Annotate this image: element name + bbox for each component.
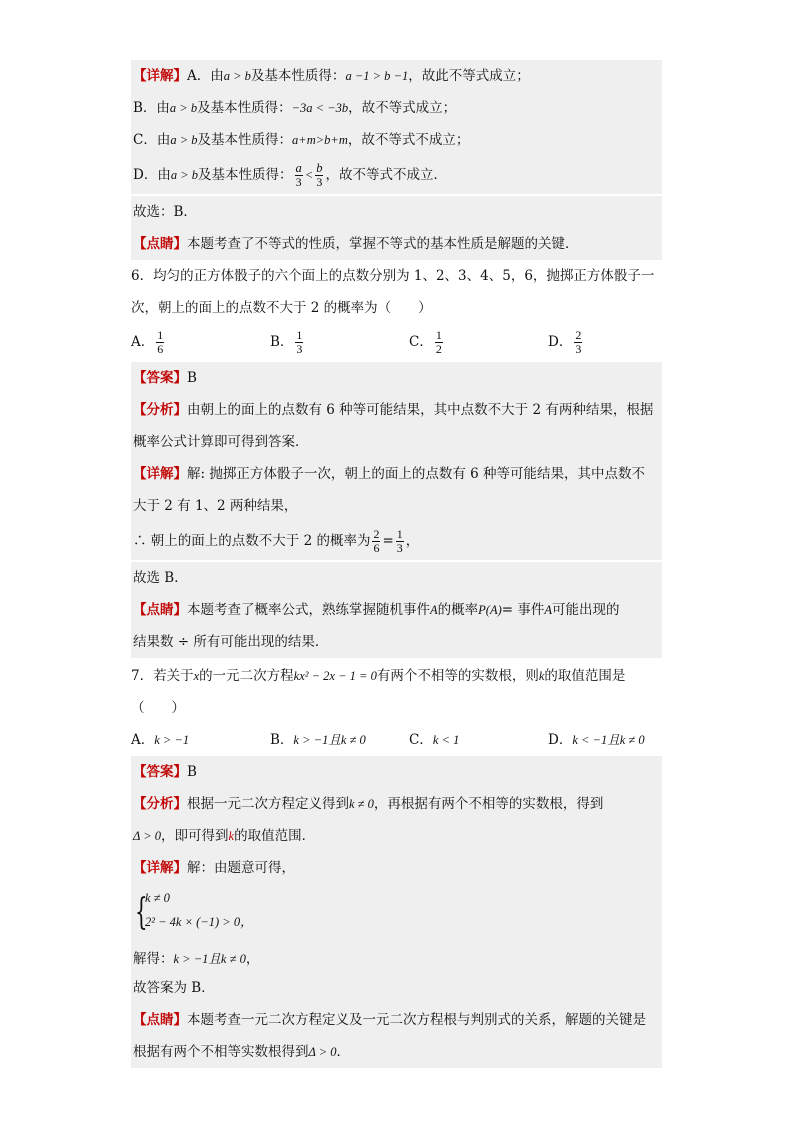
comment-tag: 【点睛】 [133,602,187,618]
numerator: a [295,161,302,175]
fraction [295,162,303,189]
text: D．由 [133,167,171,183]
text: ，再根据有两个不相等的实数根，得到 [373,796,604,812]
numerator: b [316,161,323,175]
text: A．由 [187,68,224,84]
text: 解: 抛掷正方体骰子一次，朝上的面上的点数有 6 种等可能结果，其中点数不 [187,466,646,482]
numerator: 1 [396,527,403,541]
fraction [396,528,404,555]
q7-detail-line1 [131,852,662,888]
option-text: k < 1 [432,733,460,747]
answer-tag: 【答案】 [133,764,187,780]
text: = 事件 [501,602,545,618]
comment-tag: 【点睛】 [133,1012,187,1028]
q7-equation-system [131,888,662,938]
text: 的取值范围是 [544,668,626,684]
text: 大于 2 有 1、2 两种结果， [133,498,298,514]
q7-option-c [409,724,459,756]
q5-detail-c [131,124,662,156]
option-label: C． [409,334,433,350]
text: ， [405,533,420,549]
text: （ ） [131,700,185,716]
math: Δ > 0 [133,829,162,843]
math: a > b [223,69,251,83]
text: 故答案为 B． [133,980,215,996]
option-text: k > −1 [154,733,190,747]
system-eq-1: k ≠ 0 [145,891,170,905]
q6-answer [131,362,662,394]
math: a+m>b+m [292,133,348,147]
math: a > b [170,133,198,147]
text: 结果数 ÷ 所有可能出现的结果． [133,634,329,650]
text: 的一元二次方程 [199,668,294,684]
q5-detail-d [131,156,662,194]
text: 及基本性质得： [197,100,292,116]
numerator: 2 [373,527,380,541]
math: A [430,603,438,617]
text: ，故不等式成立； [348,100,457,116]
q7-options [131,724,662,756]
q7-solve [131,938,662,972]
text: 及基本性质得： [197,132,293,148]
option-label: A． [131,334,155,350]
q6-comment-line1 [131,594,662,626]
option-label: D． [548,334,573,350]
math: a > b [170,168,199,182]
option-text: k > −1且k ≠ 0 [293,733,366,747]
fraction [435,329,443,356]
q6-detail-line1 [131,458,662,490]
fraction [315,162,323,189]
math: a > b [169,101,198,115]
option-label: B． [270,334,294,350]
option-label: C． [409,732,433,748]
math: kx² − 2x − 1 = 0 [293,669,377,683]
math: Δ > 0 [308,1045,337,1059]
q7-comment-line2 [131,1036,662,1068]
q6-options [131,326,662,360]
fraction [295,329,303,356]
text: 有两个不相等的实数根，则 [376,668,539,684]
text: 根据有两个不相等实数根得到 [133,1044,309,1060]
text: ∴ 朝上的面上的点数不大于 2 的概率为 [133,533,371,549]
text: 概率公式计算即可得到答案． [133,434,309,450]
q5-detail-a [131,60,662,92]
math: k [538,669,545,683]
text: C．由 [133,132,171,148]
denominator: 3 [316,175,323,189]
text: ， [245,951,260,967]
answer-value: B [187,764,197,780]
denominator: 3 [296,342,303,356]
answer-value: B [187,370,197,386]
q6-option-d [548,326,584,358]
math: = [382,533,394,549]
q6-analysis-line1 [131,394,662,426]
q6-analysis-line2 [131,426,662,458]
math: < [304,168,314,182]
option-text: k < −1且k ≠ 0 [572,733,645,747]
numerator: 1 [435,328,442,342]
text: 由朝上的面上的点数有 6 种等可能结果，其中点数不大于 2 有两种结果，根据 [187,402,654,418]
q7-comment-line1 [131,1004,662,1036]
math: A [544,603,552,617]
text: 及基本性质得： [250,68,346,84]
q7-option-d [548,724,645,756]
q7-option-b [270,724,366,756]
math: k [228,829,235,843]
q7-stem-line2 [131,692,662,724]
fraction [574,329,582,356]
denominator: 3 [575,342,582,356]
text: ，故不等式不成立． [325,167,447,183]
text: B．由 [133,100,170,116]
text: 6．均匀的正方体骰子的六个面上的点数分别为 1、2、3、4、5，6，抛掷正方体骰子一 [131,268,655,284]
q6-option-c [409,326,445,358]
text: 根据一元二次方程定义得到 [187,796,349,812]
numerator: 1 [157,328,164,342]
detail-tag: 【详解】 [133,68,187,84]
math: k ≠ 0 [349,797,374,811]
text: 及基本性质得： [198,167,293,183]
fraction [372,528,380,555]
q7-choose [131,972,662,1004]
text: 故选：B． [133,204,197,220]
text: ，即可得到 [161,828,229,844]
text: ，故此不等式成立； [408,68,530,84]
system-eq-2: 2² − 4k × (−1) > 0 [145,915,241,929]
denominator: 6 [373,541,380,555]
answer-tag: 【答案】 [133,370,187,386]
text: 7．若关于 [131,668,194,684]
text: 的取值范围． [234,828,316,844]
denominator: 3 [295,175,302,189]
analysis-tag: 【分析】 [133,402,187,418]
denominator: 6 [157,342,164,356]
q5-detail-b [131,92,662,124]
text: 解得： [133,951,174,967]
text: 解：由题意可得， [187,860,295,876]
text: 本题考查了不等式的性质，掌握不等式的基本性质是解题的关键． [187,236,579,252]
math: x [193,669,200,683]
text: 本题考查一元二次方程定义及一元二次方程根与判别式的关系，解题的关键是 [187,1012,646,1028]
q6-choose [131,562,662,594]
text: 本题考查了概率公式，熟练掌握随机事件 [187,602,430,618]
denominator: 3 [396,541,403,555]
q6-stem-line2 [131,292,662,324]
q6-detail-line2 [131,490,662,522]
q6-stem-line1 [131,260,662,292]
option-label: B． [270,732,294,748]
comment-tag: 【点睛】 [133,236,187,252]
math: P(A) [478,603,502,617]
text: 的概率 [437,602,479,618]
q6-option-b [270,326,305,358]
q5-comment [131,228,662,260]
q5-choose [131,196,662,228]
denominator: 2 [435,342,442,356]
math: k > −1且k ≠ 0 [173,952,246,966]
text: 可能出现的 [552,602,620,618]
math: −3a < −3b [291,101,349,115]
q7-answer [131,756,662,788]
text: ，故不等式不成立； [347,132,470,148]
q6-comment-line2 [131,626,662,658]
option-label: D． [548,732,573,748]
q7-stem-line1 [131,660,662,692]
fraction [156,329,164,356]
q7-analysis-line2 [131,820,662,852]
q7-option-a [131,724,189,756]
text: ， [240,915,253,929]
detail-tag: 【详解】 [133,860,187,876]
q6-option-a [131,326,166,358]
left-brace: { [135,892,148,933]
detail-tag: 【详解】 [133,466,187,482]
text: ． [336,1044,351,1060]
analysis-tag: 【分析】 [133,796,187,812]
text: 次，朝上的面上的点数不大于 2 的概率为（ ） [131,300,432,316]
q6-detail-line3 [131,522,662,560]
math: a −1 > b −1 [345,69,409,83]
numerator: 2 [575,328,582,342]
system-eq-2-wrap [145,912,253,930]
numerator: 1 [296,328,303,342]
text: 故选 B． [133,570,188,586]
q7-analysis-line1 [131,788,662,820]
option-label: A． [131,732,155,748]
